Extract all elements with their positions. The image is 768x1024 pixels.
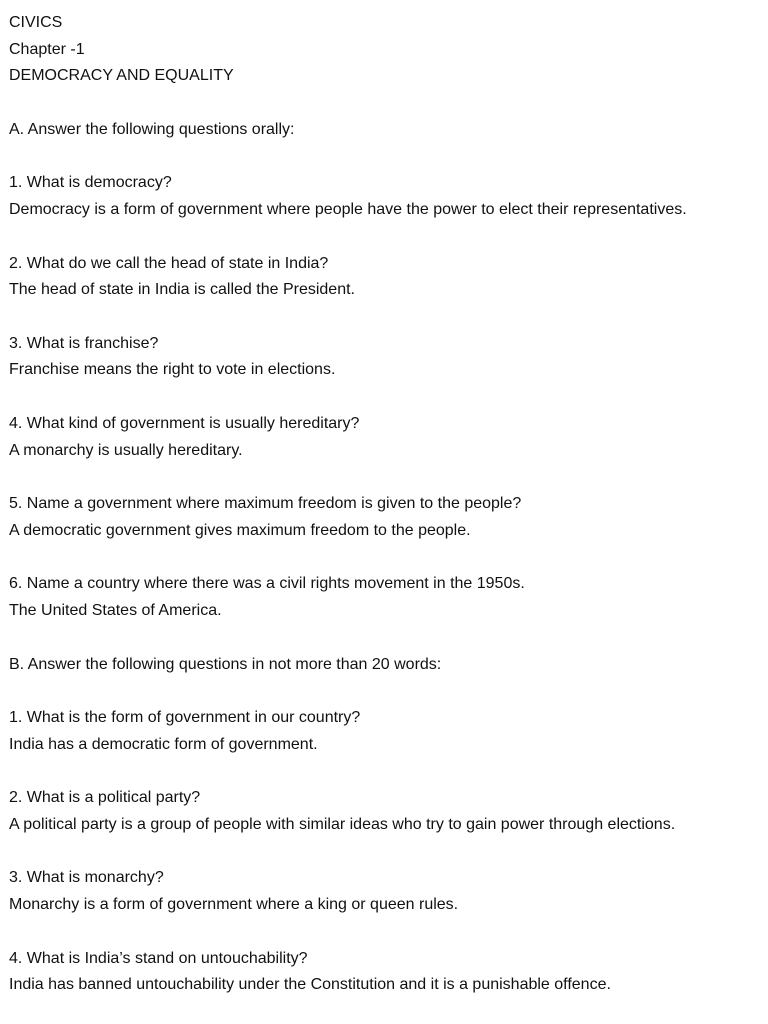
question-text: 4. What is India’s stand on untouchability? [9,949,308,967]
chapter-title: DEMOCRACY AND EQUALITY [9,67,234,85]
question-text: 5. Name a government where maximum freedom is given to the people? [9,495,522,513]
question-text: 4. What kind of government is usually hereditary? [9,414,360,432]
qa-item-b2 [9,785,761,838]
spacer [9,304,761,331]
answer-text: A political party is a group of people with similar ideas who try to gain power through elections. [9,815,676,833]
spacer [9,678,761,705]
question-text: 1. What is democracy? [9,174,172,192]
spacer [9,464,761,491]
section-b [9,652,761,999]
spacer [9,919,761,946]
spacer [9,758,761,785]
document-header [9,10,761,90]
question-text: 2. What do we call the head of state in India? [9,254,329,272]
spacer [9,544,761,571]
section-b-heading: B. Answer the following questions in not more than 20 words: [9,655,442,673]
spacer [9,143,761,170]
qa-item-a6 [9,571,761,624]
qa-item-a4 [9,411,761,464]
answer-text: A monarchy is usually hereditary. [9,441,243,459]
question-text: 2. What is a political party? [9,789,201,807]
spacer [9,224,761,251]
qa-item-b1 [9,705,761,758]
question-text: 3. What is monarchy? [9,869,164,887]
subject-label: CIVICS [9,14,63,31]
qa-item-a1 [9,170,761,223]
spacer [9,384,761,411]
answer-text: A democratic government gives maximum freedom to the people. [9,521,471,539]
answer-text: The United States of America. [9,601,222,619]
qa-item-a3 [9,331,761,384]
qa-item-a2 [9,251,761,304]
question-text: 1. What is the form of government in our country? [9,709,361,727]
question-text: 6. Name a country where there was a civil rights movement in the 1950s. [9,575,525,593]
section-a [9,117,761,625]
spacer [9,90,761,117]
answer-text: Democracy is a form of government where people have the power to elect their representatives. [9,200,687,218]
qa-item-b4 [9,946,761,999]
spacer [9,625,761,652]
document-page [9,10,761,999]
qa-item-a5 [9,491,761,544]
question-text: 3. What is franchise? [9,334,159,352]
answer-text: Franchise means the right to vote in elections. [9,361,336,379]
answer-text: India has a democratic form of government. [9,735,318,753]
spacer [9,838,761,865]
chapter-label: Chapter -1 [9,40,85,58]
answer-text: The head of state in India is called the President. [9,281,355,299]
answer-text: Monarchy is a form of government where a king or queen rules. [9,896,459,914]
qa-item-b3 [9,865,761,918]
section-a-heading: A. Answer the following questions orally: [9,120,295,138]
answer-text: India has banned untouchability under the Constitution and it is a punishable offence. [9,976,611,994]
